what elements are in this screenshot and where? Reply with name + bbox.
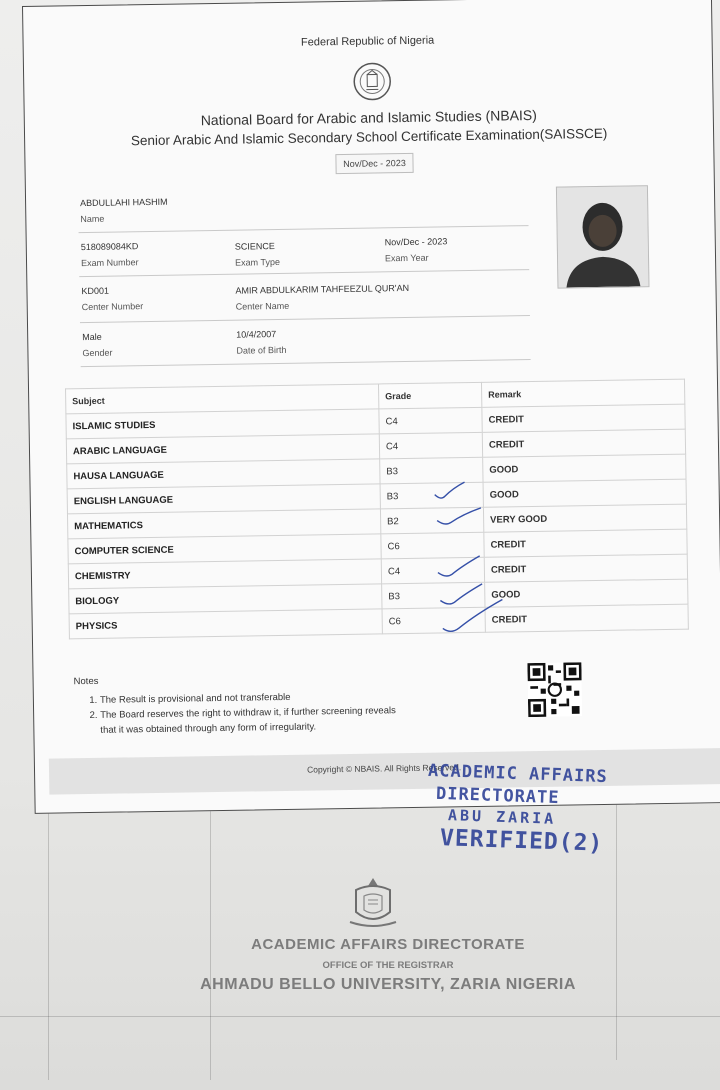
subject-cell: ENGLISH LANGUAGE bbox=[67, 484, 380, 514]
copy-artifact-line bbox=[0, 1016, 720, 1017]
divider bbox=[80, 315, 530, 323]
remark-header: Remark bbox=[481, 379, 684, 407]
exam-year-field bbox=[385, 236, 448, 263]
center-number-field bbox=[81, 285, 143, 312]
person-silhouette-icon bbox=[557, 186, 649, 287]
verified-stamp: VERIFIED(2) bbox=[439, 825, 604, 857]
subject-cell: COMPUTER SCIENCE bbox=[68, 534, 381, 564]
abu-university-title: AHMADU BELLO UNIVERSITY, ZARIA NIGERIA bbox=[200, 976, 576, 993]
results-table bbox=[65, 379, 689, 640]
grade-header: Grade bbox=[378, 382, 481, 409]
subject-header: Subject bbox=[66, 384, 379, 414]
country-title: Federal Republic of Nigeria bbox=[300, 34, 435, 49]
tick-mark-icon bbox=[438, 556, 480, 576]
subject-cell: ISLAMIC STUDIES bbox=[66, 409, 379, 439]
grade-cell: C4 bbox=[379, 432, 482, 459]
tick-mark-icon bbox=[435, 482, 465, 498]
grade-cell: B3 bbox=[380, 457, 483, 484]
remark-cell: VERY GOOD bbox=[483, 504, 686, 532]
handwritten-tick-marks bbox=[431, 479, 524, 640]
exam-year-label: Exam Year bbox=[384, 252, 429, 264]
center-name-field bbox=[235, 283, 409, 312]
divider bbox=[79, 225, 529, 233]
abu-directorate-title: ACADEMIC AFFAIRS DIRECTORATE bbox=[251, 936, 525, 953]
exam-number-value: 518089084KD bbox=[80, 241, 139, 253]
exam-number-field bbox=[81, 241, 139, 268]
name-value: ABDULLAHI HASHIM bbox=[80, 196, 168, 209]
subject-cell: PHYSICS bbox=[69, 609, 382, 639]
remark-cell: GOOD bbox=[485, 579, 688, 607]
remark-cell: CREDIT bbox=[485, 604, 688, 632]
remark-cell: CREDIT bbox=[484, 529, 687, 557]
notes-title: Notes bbox=[73, 675, 99, 688]
grade-cell: C4 bbox=[381, 557, 484, 584]
subject-cell: HAUSA LANGUAGE bbox=[67, 459, 380, 489]
stamp-line-1: ACADEMIC AFFAIRS bbox=[427, 760, 609, 788]
session-badge: Nov/Dec - 2023 bbox=[335, 153, 413, 174]
exam-year-value: Nov/Dec - 2023 bbox=[384, 236, 448, 248]
divider bbox=[81, 359, 531, 367]
gender-label: Gender bbox=[82, 347, 113, 359]
qr-code-icon bbox=[527, 662, 582, 717]
exam-number-label: Exam Number bbox=[80, 257, 139, 269]
exam-type-field bbox=[235, 241, 280, 268]
gender-value: Male bbox=[82, 331, 102, 343]
remark-cell: CREDIT bbox=[482, 404, 685, 432]
candidate-photo bbox=[556, 185, 650, 288]
tick-mark-icon bbox=[437, 508, 481, 524]
subject-cell: BIOLOGY bbox=[69, 584, 382, 614]
grade-cell: B2 bbox=[380, 507, 483, 534]
board-title: National Board for Arabic and Islamic Studies (NBAIS) bbox=[200, 106, 537, 129]
abu-crest-icon bbox=[346, 876, 400, 930]
dob-label: Date of Birth bbox=[236, 344, 287, 356]
gender-field bbox=[82, 332, 112, 358]
name-field bbox=[80, 197, 168, 224]
name-label: Name bbox=[80, 213, 105, 225]
exam-type-label: Exam Type bbox=[234, 256, 280, 268]
notes-section bbox=[74, 669, 401, 738]
grade-cell: C6 bbox=[381, 532, 484, 559]
tick-mark-icon bbox=[440, 584, 482, 604]
subject-cell: ARABIC LANGUAGE bbox=[66, 434, 379, 464]
note-item: 1. The Result is provisional and not transferable bbox=[100, 688, 400, 708]
remark-cell: GOOD bbox=[483, 479, 686, 507]
result-slip bbox=[22, 0, 720, 814]
note-item: 2. The Board reserves the right to withdraw it, if further screening reveals that it was obtained through any form of irregularity. bbox=[100, 703, 400, 738]
exam-type-value: SCIENCE bbox=[234, 241, 275, 252]
certificate-title: Senior Arabic And Islamic Secondary School Certificate Examination(SAISSCE) bbox=[130, 125, 608, 149]
copyright-text: Copyright © NBAIS. All Rights Reserved. bbox=[306, 762, 462, 775]
remark-cell: CREDIT bbox=[482, 429, 685, 457]
stamp-line-3: ABU ZARIA bbox=[447, 806, 557, 828]
center-number-label: Center Number bbox=[81, 301, 144, 313]
remark-cell: CREDIT bbox=[484, 554, 687, 582]
grade-cell: B3 bbox=[380, 482, 483, 509]
dob-field bbox=[236, 329, 286, 356]
center-name-value: AMIR ABDULKARIM TAHFEEZUL QUR'AN bbox=[235, 282, 410, 296]
stamp-line-2: DIRECTORATE bbox=[435, 783, 560, 809]
subject-cell: MATHEMATICS bbox=[67, 509, 380, 539]
divider bbox=[79, 269, 529, 277]
grade-cell: C4 bbox=[379, 407, 482, 434]
dob-value: 10/4/2007 bbox=[236, 329, 277, 340]
remark-cell: GOOD bbox=[483, 454, 686, 482]
center-name-label: Center Name bbox=[235, 300, 290, 312]
subject-cell: CHEMISTRY bbox=[68, 559, 381, 589]
nbais-logo-icon bbox=[352, 61, 393, 102]
notes-list bbox=[74, 688, 401, 738]
grade-cell: C6 bbox=[382, 607, 485, 634]
center-number-value: KD001 bbox=[81, 285, 110, 297]
grade-cell: B3 bbox=[382, 582, 485, 609]
abu-registrar-title: OFFICE OF THE REGISTRAR bbox=[322, 960, 454, 971]
